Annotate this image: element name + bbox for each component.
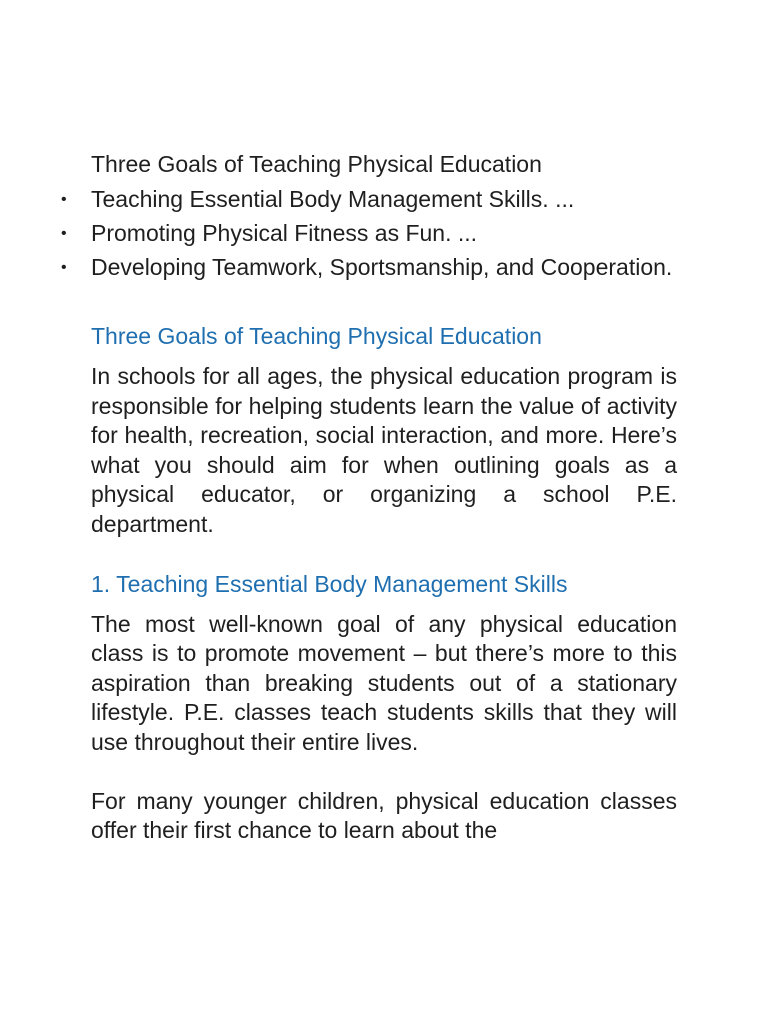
intro-paragraph: In schools for all ages, the physical education program is responsible for helping students learn the value of activity for health, recreation, social interaction, and more. Here’s what you should aim for when outlining goals as a physical educator, or organizing a school P.E. department. xyxy=(91,363,677,537)
list-item xyxy=(61,184,677,215)
bullet-icon: • xyxy=(61,259,67,276)
goal-text: Developing Teamwork, Sportsmanship, and Cooperation. xyxy=(91,254,673,280)
goals-list xyxy=(61,184,677,283)
goal-text: Promoting Physical Fitness as Fun. ... xyxy=(91,220,478,246)
document-page xyxy=(61,148,677,846)
document-title: Three Goals of Teaching Physical Education xyxy=(91,151,542,177)
body-paragraph: For many younger children, physical education classes offer their first chance to learn about the xyxy=(91,787,677,844)
goal-text: Teaching Essential Body Management Skills. ... xyxy=(91,186,575,212)
bullet-icon: • xyxy=(61,225,67,242)
subheading-body-management: 1. Teaching Essential Body Management Skills xyxy=(91,570,568,597)
list-item xyxy=(61,252,677,283)
section-heading: Three Goals of Teaching Physical Education xyxy=(91,323,542,349)
body-paragraph: The most well-known goal of any physical education class is to promote movement – but there’s more to this aspiration than breaking students out of a stationary lifestyle. P.E. classes teach students skills that they will use throughout their entire lives. xyxy=(91,610,677,755)
bullet-icon: • xyxy=(61,191,67,208)
list-item xyxy=(61,218,677,249)
